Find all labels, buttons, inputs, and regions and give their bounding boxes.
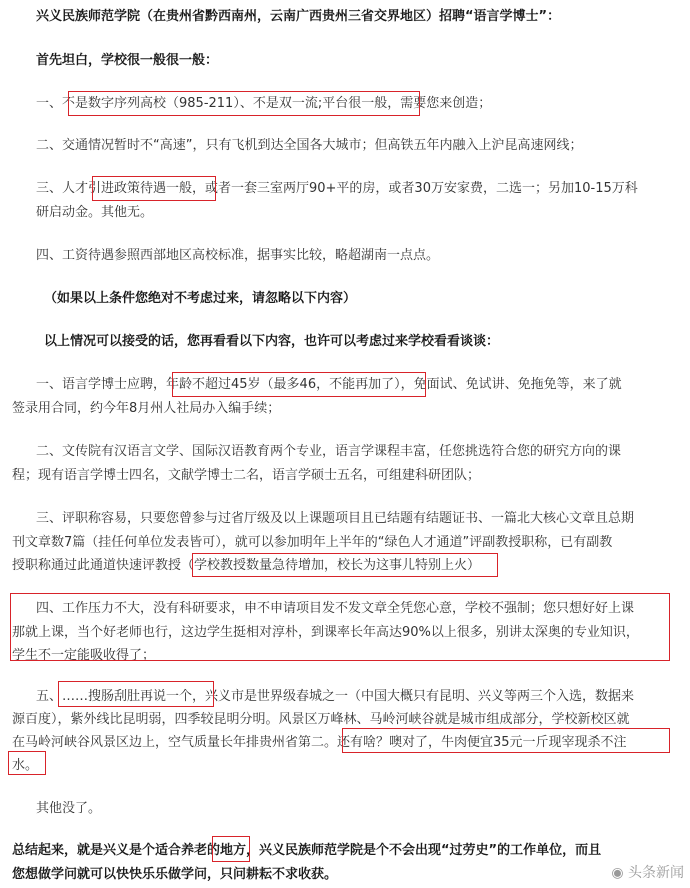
item2-line: 程；现有语言学博士四名，文献学博士二名，语言学硕士五名，可组建科研团队； (12, 468, 481, 483)
item1-line: 研启动金。其他无。 (36, 205, 154, 220)
highlight-box (92, 176, 216, 201)
other-line: 其他没了。 (36, 801, 102, 816)
item1-line: 三、人才引进政策待遇一般，或者一套三室两厅90+平的房，或者30万安家费，二选一；另加10-15万科 (36, 181, 638, 196)
summary-line: 总结起来，就是兴义是个适合养老的地方，兴义民族师范学院是个不会出现“过劳史”的工作单位，而且 (12, 843, 602, 858)
item2-line: 学生不一定能吸收得了； (12, 648, 156, 663)
highlight-box (342, 728, 670, 753)
item1-line: 一、不是数字序列高校（985-211）、不是双一流;平台很一般，需要您来创造； (36, 96, 492, 111)
item1-line: 二、交通情况暂时不“高速”，只有飞机到达全国各大城市；但高铁五年内融入上沪昆高速网线； (36, 138, 583, 153)
summary-line: 您想做学问就可以快快乐乐做学问，只问耕耘不求收获。 (12, 867, 338, 882)
item2-line: 授职称通过此通道快速评教授（学校教授数量急待增加，校长为这事儿特别上火） (12, 558, 481, 573)
highlight-box (172, 372, 426, 397)
item2-line: 二、文传院有汉语言文学、国际汉语教育两个专业，语言学课程丰富，任您挑选符合您的研究方向的课 (36, 444, 622, 459)
intro-line: 首先坦白，学校很一般很一般： (36, 53, 219, 68)
watermark (611, 862, 684, 882)
highlight-box (10, 593, 670, 661)
item2-line: 五、……搜肠刮肚再说一个，兴义市是世界级春城之一（中国大概只有昆明、兴义等两三个入选，数据来 (36, 689, 635, 704)
item2-line: 三、评职称容易，只要您曾参与过省厅级及以上课题项目且已结题有结题证书、一篇北大核心文章且总期 (36, 511, 635, 526)
highlight-box (68, 91, 420, 116)
item2-line: 水。 (12, 758, 39, 773)
note-line: （如果以上条件您绝对不考虑过来，请忽略以下内容） (44, 291, 357, 306)
highlight-box (8, 751, 46, 775)
item1-line: 四、工资待遇参照西部地区高校标准，据事实比较，略超湖南一点点。 (36, 248, 440, 263)
item2-line: 一、语言学博士应聘，年龄不超过45岁（最多46，不能再加了），免面试、免试讲、免拖免等，来了就 (36, 377, 622, 392)
item2-line: 四、工作压力不大，没有科研要求，申不申请项目发不发文章全凭您心意，学校不强制；您只想好好上课 (36, 601, 635, 616)
weibo-icon: ◉ (611, 865, 628, 881)
watermark-text: 头条新闻 (628, 865, 684, 881)
item2-line: 源百度），紫外线比昆明弱，四季较昆明分明。风景区万峰林、马岭河峡谷就是城市组成部分，学校新校区就 (12, 712, 630, 727)
item2-line: 签录用合同，约今年8月州人社局办入编手续； (12, 401, 281, 416)
item2-line: 在马岭河峡谷风景区边上，空气质量长年排贵州省第二。还有啥？噢对了，牛肉便宜35元一斤现宰现杀不注 (12, 735, 627, 750)
item2-line: 那就上课，当个好老师也行，这边学生挺相对淳朴，到课率长年高达90%以上很多，别讲太深奥的专业知识， (12, 625, 639, 640)
accept-line: 以上情况可以接受的话，您再看看以下内容，也许可以考虑过来学校看看谈谈： (44, 334, 500, 349)
doc-title: 兴义民族师范学院（在贵州省黔西南州，云南广西贵州三省交界地区）招聘“语言学博士”： (36, 9, 561, 24)
highlight-box (212, 836, 250, 862)
highlight-box (192, 553, 498, 577)
highlight-box (58, 681, 214, 707)
item2-line: 刊文章数7篇（挂任何单位发表皆可），就可以参加明年上半年的“绿色人才通道”评副教授职称，已有副教 (12, 535, 613, 550)
